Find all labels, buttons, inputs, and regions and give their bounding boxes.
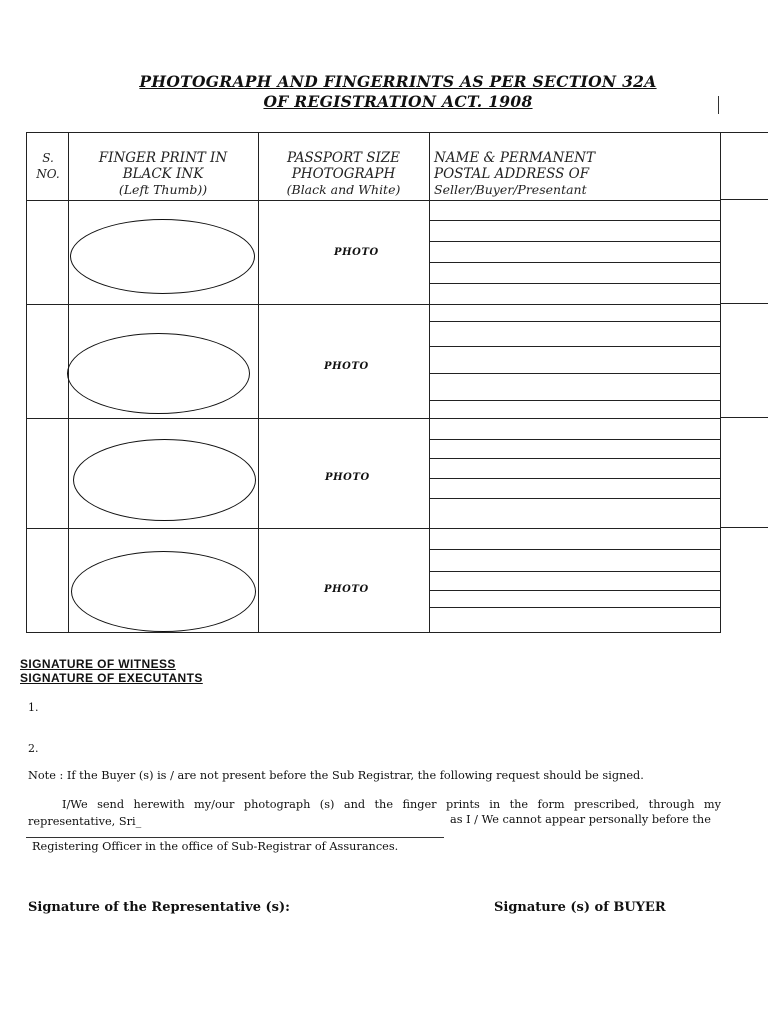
row-divider	[27, 200, 720, 201]
buyer-signature-label: Signature (s) of BUYER	[494, 900, 666, 915]
header-fingerprint	[68, 150, 258, 198]
header-fingerprint-line3: (Left Thumb))	[118, 182, 208, 197]
row-divider	[27, 418, 720, 419]
form-title-line1: PHOTOGRAPH AND FINGERRINTS AS PER SECTION 32A	[139, 72, 657, 91]
header-name-line1: NAME & PERMANENT	[434, 150, 595, 166]
column-divider	[429, 133, 430, 632]
header-fingerprint-line1: FINGER PRINT IN	[98, 150, 228, 166]
header-name-address	[434, 150, 719, 198]
signature-item-2: 2.	[28, 742, 39, 755]
request-paragraph-text: I/We send herewith my/our photograph (s) and the finger prints in the form prescribed, through my representative, Sri_	[28, 798, 721, 828]
thumbprint-oval	[73, 439, 256, 521]
photo-placeholder: PHOTO	[325, 472, 370, 483]
header-sno	[28, 150, 68, 182]
row-divider	[27, 528, 720, 529]
signature-of-witness-label: SIGNATURE OF WITNESS	[20, 657, 176, 671]
representative-name-line	[26, 837, 444, 838]
photo-placeholder: PHOTO	[324, 584, 369, 595]
row-extension	[721, 417, 768, 418]
header-sno-line2: NO.	[36, 167, 60, 181]
signature-of-executants-label: SIGNATURE OF EXECUTANTS	[20, 671, 203, 685]
request-paragraph-tail: as I / We cannot appear personally before the	[450, 813, 711, 826]
header-photograph	[258, 150, 429, 198]
thumbprint-oval	[70, 219, 255, 294]
thumbprint-oval	[67, 333, 250, 414]
buyer-note: Note : If the Buyer (s) is / are not present before the Sub Registrar, the following request should be signed.	[28, 769, 644, 782]
header-name-line3: Seller/Buyer/Presentant	[434, 182, 587, 197]
column-divider	[258, 133, 259, 632]
representative-signature-label: Signature of the Representative (s):	[28, 900, 290, 915]
row-extension	[721, 303, 768, 304]
row-divider	[27, 304, 720, 305]
header-name-line2: POSTAL ADDRESS OF	[434, 166, 590, 182]
row-extension	[721, 199, 768, 200]
header-photograph-line3: (Black and White)	[286, 182, 401, 197]
photo-placeholder: PHOTO	[324, 361, 369, 372]
header-photograph-line1: PASSPORT SIZE	[286, 150, 401, 166]
header-fingerprint-line2: BLACK INK	[122, 166, 204, 182]
row-extension	[721, 132, 768, 133]
header-photograph-line2: PHOTOGRAPH	[291, 166, 396, 182]
header-sno-line1: S.	[42, 151, 54, 165]
form-title-line2: OF REGISTRATION ACT. 1908	[263, 92, 533, 111]
thumbprint-oval	[71, 551, 256, 632]
margin-mark	[718, 96, 719, 114]
row-extension	[721, 527, 768, 528]
signature-item-1: 1.	[28, 701, 39, 714]
request-paragraph-line2: Registering Officer in the office of Sub-Registrar of Assurances.	[32, 840, 399, 853]
photo-placeholder: PHOTO	[334, 247, 379, 258]
